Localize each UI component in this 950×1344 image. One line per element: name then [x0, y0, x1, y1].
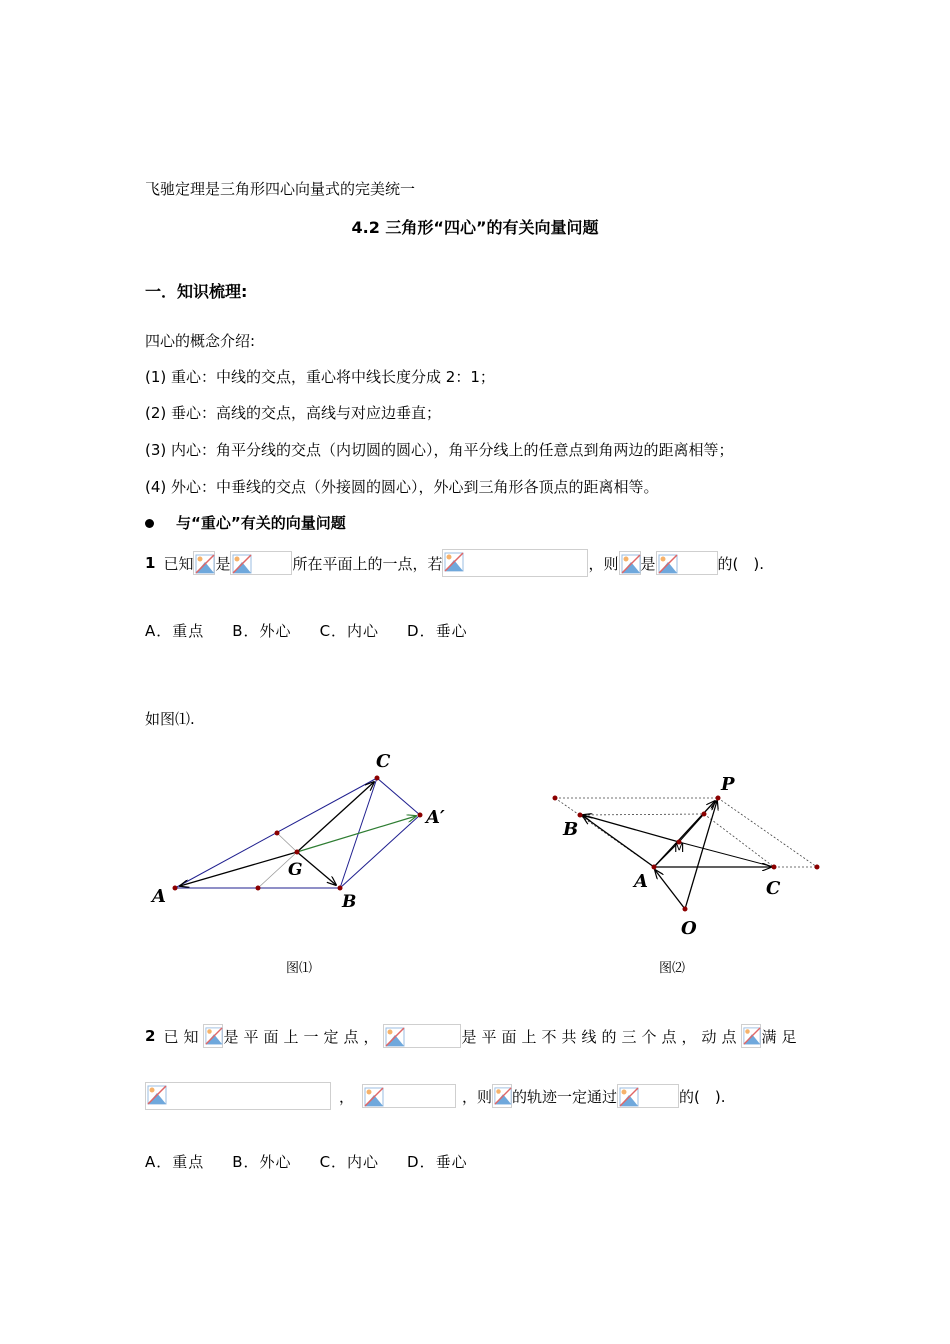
point-o — [683, 907, 688, 912]
option-c[interactable]: C．内心 — [319, 622, 380, 640]
point — [815, 865, 820, 870]
page-title: 4.2 三角形“四心”的有关向量问题 — [351, 218, 599, 237]
vector-gc — [297, 782, 374, 852]
q2-text: 的( ). — [679, 1087, 726, 1106]
q2-text: 是平面上一定点， — [223, 1027, 384, 1046]
label-c: C — [766, 878, 781, 899]
broken-image-icon — [383, 1024, 461, 1048]
concept-item: (2) 垂心：高线的交点，高线与对应边垂直； — [145, 404, 442, 422]
bullet-dot-icon — [145, 519, 154, 528]
midpoint — [256, 886, 261, 891]
broken-image-icon — [619, 551, 641, 575]
option-c[interactable]: C．内心 — [319, 1153, 380, 1171]
broken-image-icon — [617, 1084, 679, 1108]
point-c — [375, 776, 380, 781]
dotted-line — [580, 814, 704, 815]
q1-number: 1 — [145, 554, 156, 572]
vector-ga2 — [297, 816, 416, 852]
median-line — [277, 833, 297, 852]
broken-image-icon — [193, 551, 215, 575]
option-d[interactable]: D．垂心 — [407, 1153, 468, 1171]
option-b[interactable]: B．外心 — [232, 1153, 292, 1171]
label-g: G — [288, 860, 303, 880]
label-c: C — [376, 751, 391, 772]
q1-text: 是 — [640, 554, 656, 573]
midpoint — [275, 831, 280, 836]
option-a[interactable]: A．重点 — [145, 1153, 205, 1171]
bullet-text: 与“重心”有关的向量问题 — [176, 514, 346, 532]
q1-text: ，则 — [588, 554, 619, 573]
vector-ga — [180, 852, 297, 886]
label-b: B — [342, 892, 357, 912]
label-a2: A′ — [426, 807, 445, 828]
edge-ca2 — [377, 778, 420, 815]
intro-line: 飞驰定理是三角形四心向量式的完美统一 — [145, 180, 416, 198]
vector-mb — [583, 815, 679, 842]
bullet-heading — [145, 512, 346, 533]
broken-image-icon — [741, 1024, 761, 1048]
point-b — [338, 886, 343, 891]
broken-image-icon — [492, 1084, 512, 1108]
point-g — [295, 850, 300, 855]
label-m: M — [674, 841, 685, 855]
figure-1 — [140, 745, 460, 925]
concept-item: (1) 重心：中线的交点，重心将中线长度分成 2：1； — [145, 368, 495, 386]
concepts-heading: 四心的概念介绍: — [145, 332, 256, 350]
question-2-line-2 — [145, 1080, 726, 1112]
q2-text: 已知 — [163, 1027, 204, 1046]
label-o: O — [681, 918, 697, 939]
q1-options — [145, 620, 496, 641]
figure-2-caption: 图⑵ — [659, 961, 686, 976]
point-c — [772, 865, 777, 870]
broken-image-icon — [656, 551, 718, 575]
figure-1-caption: 图⑴ — [286, 961, 313, 976]
broken-image-icon — [230, 551, 292, 575]
q2-text: ，则 — [462, 1087, 493, 1106]
option-a[interactable]: A．重点 — [145, 622, 205, 640]
vector-ab — [583, 816, 654, 867]
point-a — [173, 886, 178, 891]
point — [553, 796, 558, 801]
section-heading: 一．知识梳理: — [145, 282, 248, 301]
point-a — [652, 865, 657, 870]
figure-2 — [545, 770, 835, 940]
q1-text: 是 — [215, 554, 231, 573]
label-p: P — [721, 774, 735, 795]
broken-image-icon — [362, 1084, 456, 1108]
q2-text: ， — [339, 1087, 355, 1106]
q1-text: 所在平面上的一点，若 — [292, 554, 443, 573]
label-b: B — [563, 819, 579, 840]
q2-number: 2 — [145, 1027, 156, 1045]
vector-gb — [297, 852, 336, 885]
as-figure-text: 如图⑴. — [145, 710, 195, 728]
option-b[interactable]: B．外心 — [232, 622, 292, 640]
question-2-line-1 — [145, 1022, 802, 1050]
q1-text: 的( ). — [717, 554, 764, 573]
vector-oa — [655, 870, 685, 909]
point — [702, 812, 707, 817]
broken-image-icon — [145, 1082, 331, 1110]
option-d[interactable]: D．垂心 — [407, 622, 468, 640]
dotted-line — [704, 814, 774, 867]
q2-options — [145, 1151, 496, 1172]
point-a2 — [418, 813, 423, 818]
point-b — [578, 813, 583, 818]
segment-mc — [679, 842, 774, 867]
q2-text: 满足 — [761, 1027, 802, 1046]
segment-mp — [679, 814, 704, 842]
label-a: A — [152, 886, 166, 907]
point-p — [716, 796, 721, 801]
concept-item: (3) 内心：角平分线的交点（内切圆的圆心），角平分线上的任意点到角两边的距离相等； — [145, 441, 734, 459]
label-a: A — [634, 871, 648, 892]
q2-text: 是平面上不共线的三个点，动点 — [461, 1027, 742, 1046]
question-1 — [145, 546, 764, 580]
broken-image-icon — [442, 549, 588, 577]
concept-item: (4) 外心：中垂线的交点（外接圆的圆心），外心到三角形各顶点的距离相等。 — [145, 478, 659, 496]
q2-text: 的轨迹一定通过 — [512, 1087, 618, 1106]
q1-text: 已知 — [163, 554, 194, 573]
broken-image-icon — [203, 1024, 223, 1048]
vector-ap — [654, 801, 715, 867]
